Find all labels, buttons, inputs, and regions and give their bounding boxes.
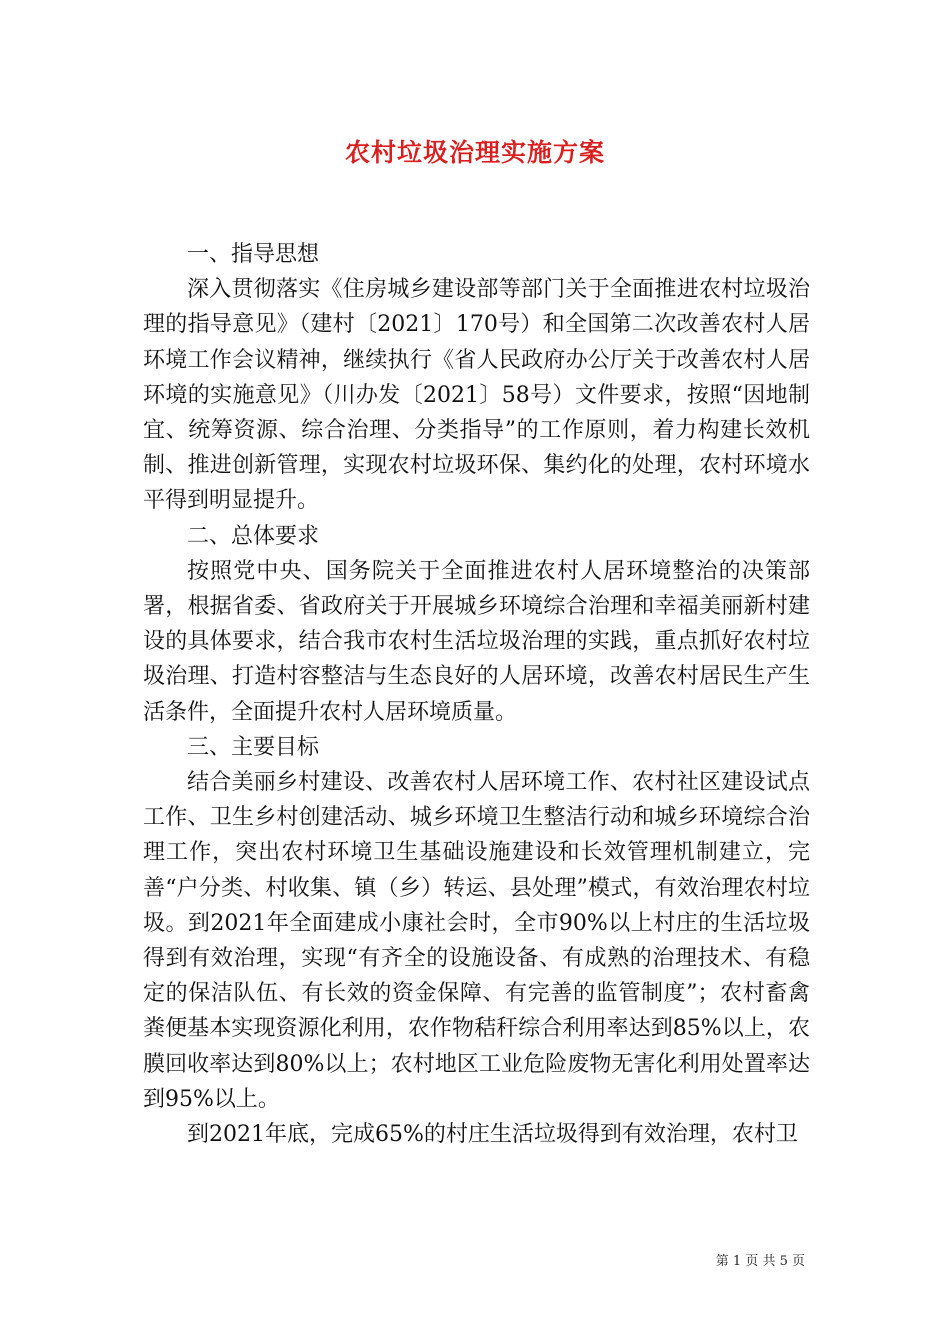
section-heading-main-goals: 三、主要目标 [187, 734, 320, 760]
section-heading-overall-requirements: 二、总体要求 [187, 523, 320, 549]
page-number: 第 1 页 共 5 页 [715, 1254, 805, 1269]
paragraph-guiding-ideology: 深入贯彻落实《住房城乡建设部等部门关于全面推进农村垃圾治理的指导意见》（建村〔2021〕170号）和全国第二次改善农村人居环境工作会议精神，继续执行《省人民政府办公厅关于改善农村人居环境的实施意见》（川办发〔2021〕58号）文件要求，按照“因地制宜、统筹资源、综合治理、分类指导”的工作原则，着力构建长效机制、推进创新管理，实现农村垃圾环保、集约化的处理，农村环境水平得到明显提升。 [143, 277, 810, 514]
document-body [143, 237, 810, 1152]
document-title: 农村垃圾治理实施方案 [344, 138, 605, 167]
paragraph-year-end-target: 到2021年底，完成65%的村庄生活垃圾得到有效治理，农村卫 [187, 1122, 798, 1148]
section-heading-guiding-ideology: 一、指导思想 [187, 242, 320, 267]
paragraph-main-goals: 结合美丽乡村建设、改善农村人居环境工作、农村社区建设试点工作、卫生乡村创建活动、城乡环境卫生整洁行动和城乡环境综合治理工作，突出农村环境卫生基础设施建设和长效管理机制建立，完善“户分类、村收集、镇（乡）转运、县处理”模式，有效治理农村垃圾。到2021年全面建成小康社会时，全市90%以上村庄的生活垃圾得到有效治理，实现“有齐全的设施设备、有成熟的治理技术、有稳定的保洁队伍、有长效的资金保障、有完善的监管制度”；农村畜禽粪便基本实现资源化利用，农作物秸秆综合利用率达到85%以上，农膜回收率达到80%以上；农村地区工业危险废物无害化利用处置率达到95%以上。 [143, 770, 810, 1112]
paragraph-overall-requirements: 按照党中央、国务院关于全面推进农村人居环境整治的决策部署，根据省委、省政府关于开展城乡环境综合治理和幸福美丽新村建设的具体要求，结合我市农村生活垃圾治理的实践，重点抓好农村垃圾治理、打造村容整洁与生态良好的人居环境，改善农村居民生产生活条件，全面提升农村人居环境质量。 [143, 558, 810, 725]
